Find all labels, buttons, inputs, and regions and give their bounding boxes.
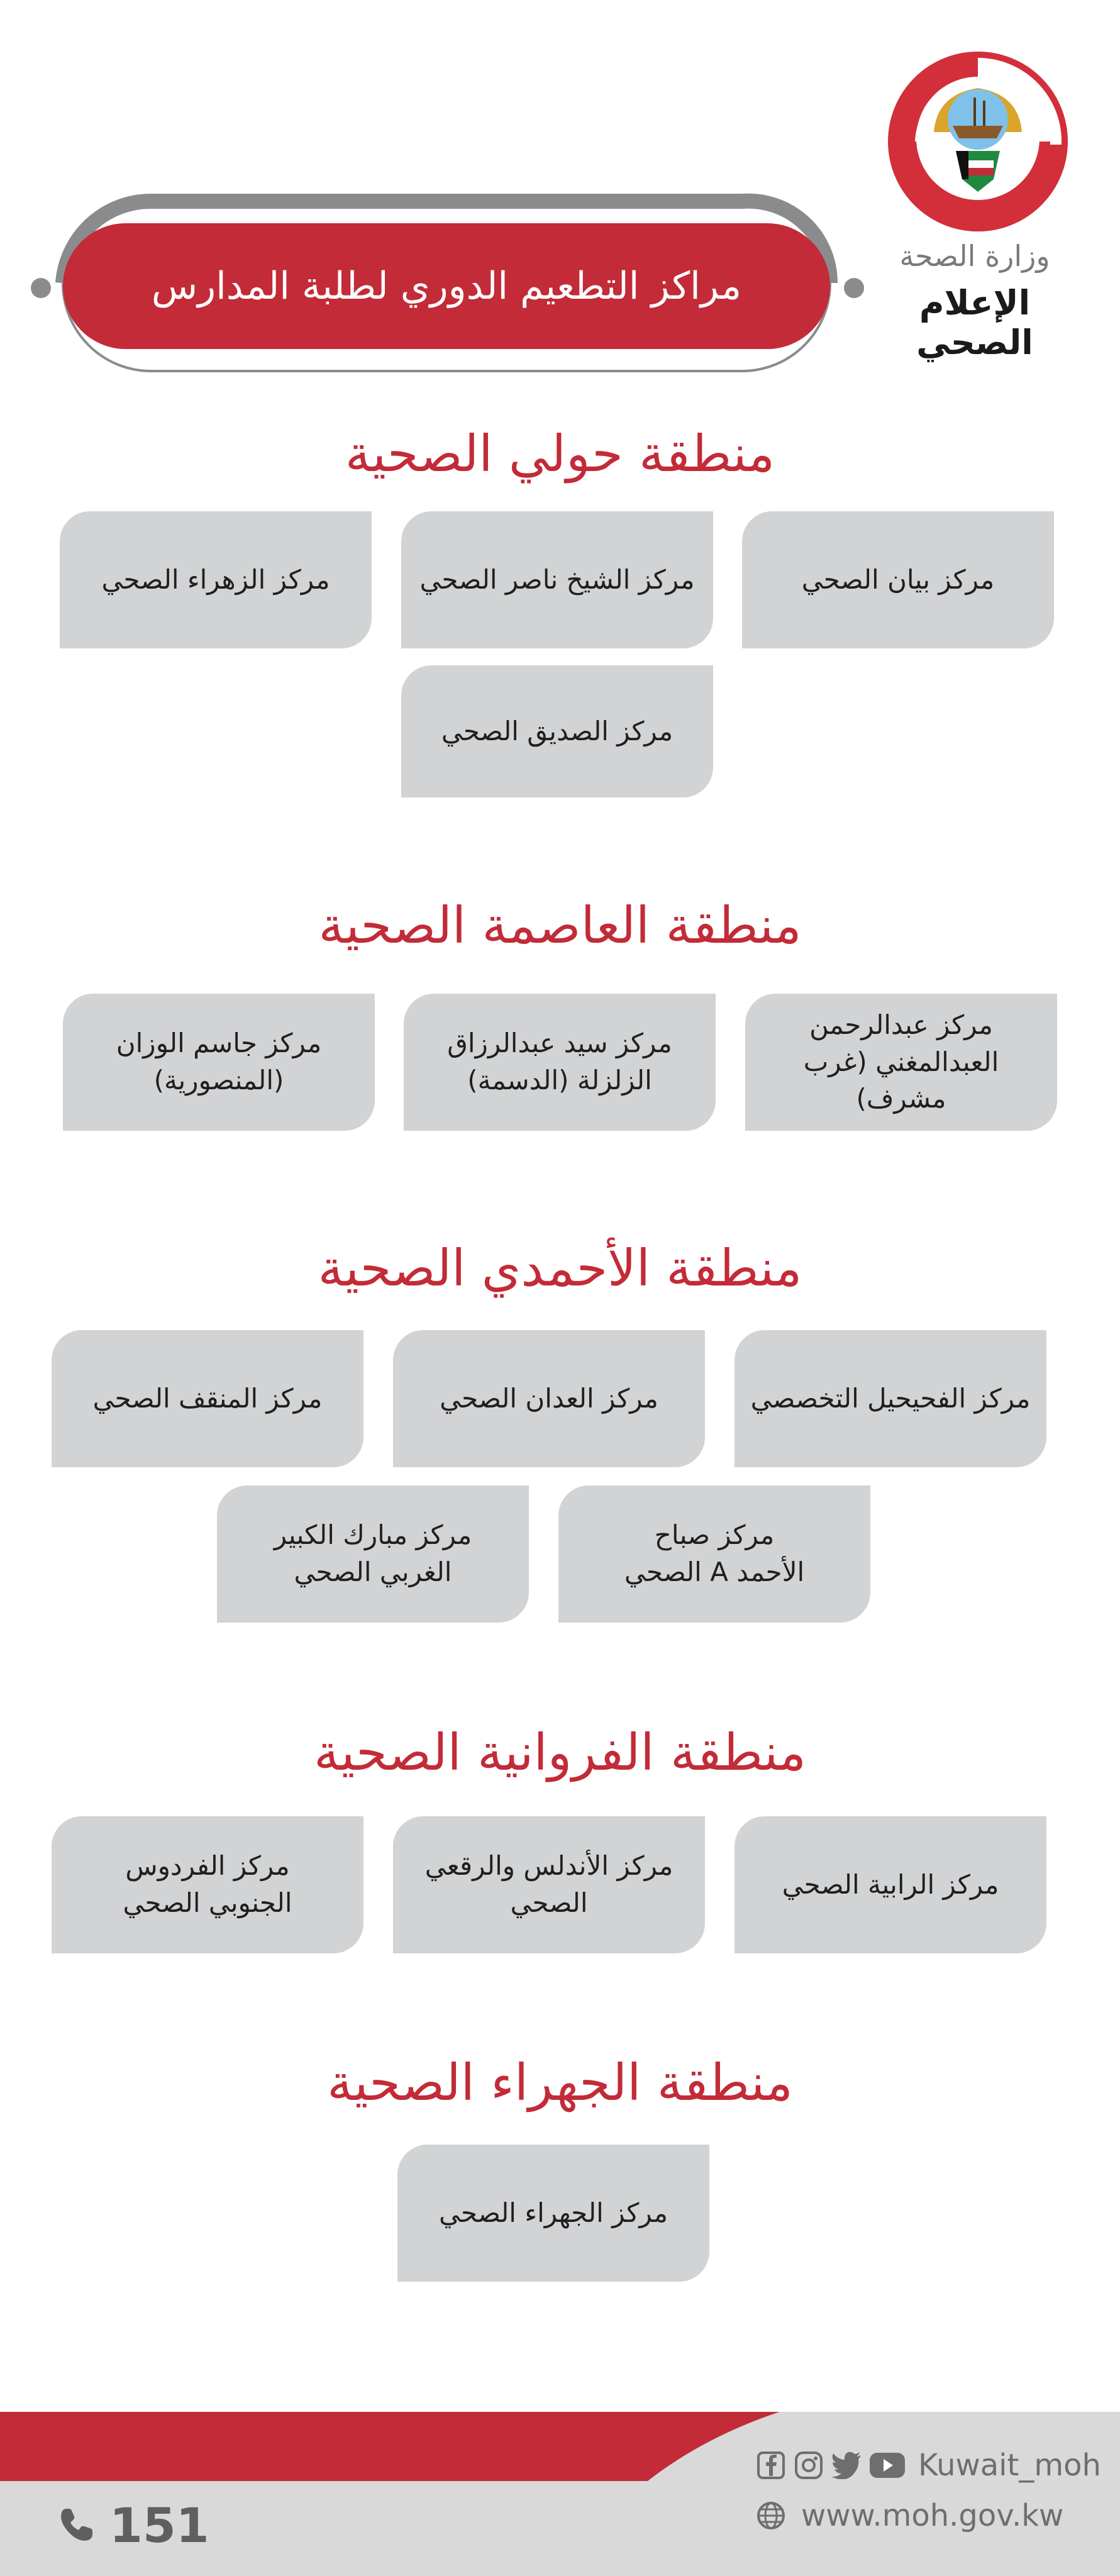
instagram-icon[interactable]	[792, 2449, 825, 2482]
center-card: مركز المنقف الصحي	[52, 1330, 363, 1467]
center-card: مركز بيان الصحي	[742, 511, 1054, 648]
center-card: مركز صباح الأحمد A الصحي	[558, 1485, 870, 1623]
department-name: الإعلام الصحي	[916, 283, 1033, 362]
center-card: مركز العدان الصحي	[393, 1330, 705, 1467]
page-title: مراكز التطعيم الدوري لطلبة المدارس	[63, 223, 830, 349]
center-card: مركز جاسم الوزان (المنصورية)	[63, 994, 375, 1131]
center-card: مركز الصديق الصحي	[401, 665, 713, 797]
region-title-jahra: منطقة الجهراء الصحية	[327, 2053, 793, 2112]
ministry-logo	[880, 50, 1075, 233]
center-card: مركز الزهراء الصحي	[60, 511, 372, 648]
youtube-icon[interactable]	[868, 2449, 907, 2482]
region-title-hawalli: منطقة حولي الصحية	[345, 425, 775, 483]
region-title-farwaniya: منطقة الفروانية الصحية	[314, 1723, 806, 1782]
globe-icon	[755, 2499, 787, 2532]
center-card: مركز الشيخ ناصر الصحي	[401, 511, 713, 648]
phone-icon	[57, 2505, 97, 2545]
center-card: مركز عبدالرحمن العبدالمغني (غرب مشرف)	[745, 994, 1057, 1131]
center-card: مركز الرابية الصحي	[735, 1816, 1046, 1953]
center-card: مركز الجهراء الصحي	[397, 2145, 709, 2282]
ministry-name: وزارة الصحة	[899, 239, 1050, 273]
hotline-number[interactable]: 151	[109, 2497, 209, 2553]
website-link[interactable]: www.moh.gov.kw	[801, 2498, 1064, 2533]
website-row	[755, 2494, 1063, 2538]
social-handle[interactable]: Kuwait_moh	[918, 2448, 1101, 2483]
center-card: مركز سيد عبدالرزاق الزلزلة (الدسمة)	[404, 994, 716, 1131]
social-row	[755, 2443, 1101, 2487]
center-card: مركز الفحيحيل التخصصي	[735, 1330, 1046, 1467]
center-card: مركز الأندلس والرقعي الصحي	[393, 1816, 705, 1953]
facebook-icon[interactable]	[755, 2449, 787, 2482]
center-card: مركز مبارك الكبير الغربي الصحي	[217, 1485, 529, 1623]
region-title-capital: منطقة العاصمة الصحية	[318, 896, 802, 955]
center-card: مركز الفردوس الجنوبي الصحي	[52, 1816, 363, 1953]
hotline-row	[57, 2497, 209, 2553]
twitter-icon[interactable]	[830, 2449, 863, 2482]
region-title-ahmadi: منطقة الأحمدي الصحية	[318, 1239, 802, 1297]
